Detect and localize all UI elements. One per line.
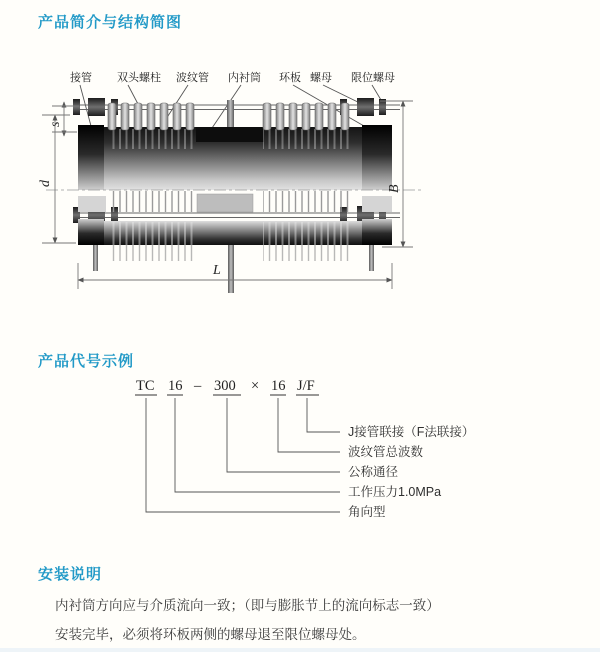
code-segment-diameter: 300: [214, 378, 236, 394]
code-segment-times: ×: [251, 378, 260, 394]
dim-label-b: B: [387, 184, 402, 193]
part-label-bellows: 波纹管: [176, 72, 209, 84]
install-instructions: [55, 595, 555, 652]
callout-nominal-diameter: 公称通径: [348, 465, 399, 479]
part-label-limit-nut: 限位螺母: [351, 72, 395, 84]
section-title-code: 产品代号示例: [38, 353, 135, 370]
bellows-fins-top-left: [108, 103, 194, 130]
stem-left: [93, 245, 98, 271]
callout-working-pressure: 工作压力1.0MPa: [348, 485, 442, 499]
inner-sleeve-band: [196, 127, 264, 142]
dim-label-s: s: [48, 121, 63, 127]
right-pipe-section: [362, 196, 392, 212]
callout-angular-type: 角向型: [348, 505, 386, 519]
left-pipe-section: [78, 196, 106, 212]
bellows-section-right: [263, 191, 349, 212]
section-title-install: 安装说明: [38, 566, 103, 583]
code-connectors: [146, 398, 340, 512]
stem-center: [228, 245, 234, 293]
bellows-fins-top-right: [263, 103, 349, 130]
code-segment-connection: J/F: [297, 378, 315, 394]
right-ring-plate-lower: [362, 219, 392, 245]
structure-diagram: [0, 60, 600, 315]
part-label-inner-sleeve: 内衬筒: [228, 72, 261, 84]
left-collar-lower: [78, 219, 104, 245]
bellows-tails-right: [263, 245, 349, 261]
code-segment-pressure: 16: [168, 378, 183, 394]
tie-rod-lower: [74, 213, 400, 218]
install-line-1: 内衬筒方向应与介质流向一致；（即与膨胀节上的流向标志一致）: [55, 598, 440, 613]
callout-connection-type: J接管联接（F法联接）: [348, 425, 475, 439]
dim-label-l: L: [213, 263, 221, 278]
page-bottom-edge: [0, 648, 600, 652]
center-stud: [227, 100, 234, 130]
code-segment-type: TC: [136, 378, 155, 394]
right-ring-plate-upper: [362, 125, 392, 190]
section-title-intro: 产品简介与结构简图: [38, 14, 183, 31]
callout-wave-count: 波纹管总波数: [348, 445, 424, 459]
inner-sleeve-section: [197, 194, 253, 212]
bellows-roots-right: [263, 129, 349, 149]
bellows-section-left: [108, 191, 196, 212]
bellows-slits-lower-right: [263, 222, 349, 245]
dim-label-d: d: [38, 180, 53, 187]
part-label-double-end-stud: 双头螺柱: [117, 72, 161, 84]
dimension-d: [38, 115, 76, 243]
stem-right: [369, 245, 374, 271]
code-segment-waves: 16: [271, 378, 286, 394]
part-label-nut: 螺母: [310, 72, 332, 84]
product-code-figure: [0, 370, 600, 530]
bellows-slits-lower-left: [108, 222, 196, 245]
dimension-l: [78, 263, 392, 289]
install-line-2: 安装完毕，必须将环板两侧的螺母退至限位螺母处。: [55, 627, 366, 642]
bellows-tails-left: [108, 245, 196, 261]
bellows-roots-left: [108, 129, 196, 149]
code-segment-dash: –: [194, 378, 202, 394]
left-collar-upper: [78, 125, 104, 190]
part-label-connecting-pipe: 接管: [70, 72, 92, 84]
part-label-ring-plate: 环板: [279, 72, 301, 84]
